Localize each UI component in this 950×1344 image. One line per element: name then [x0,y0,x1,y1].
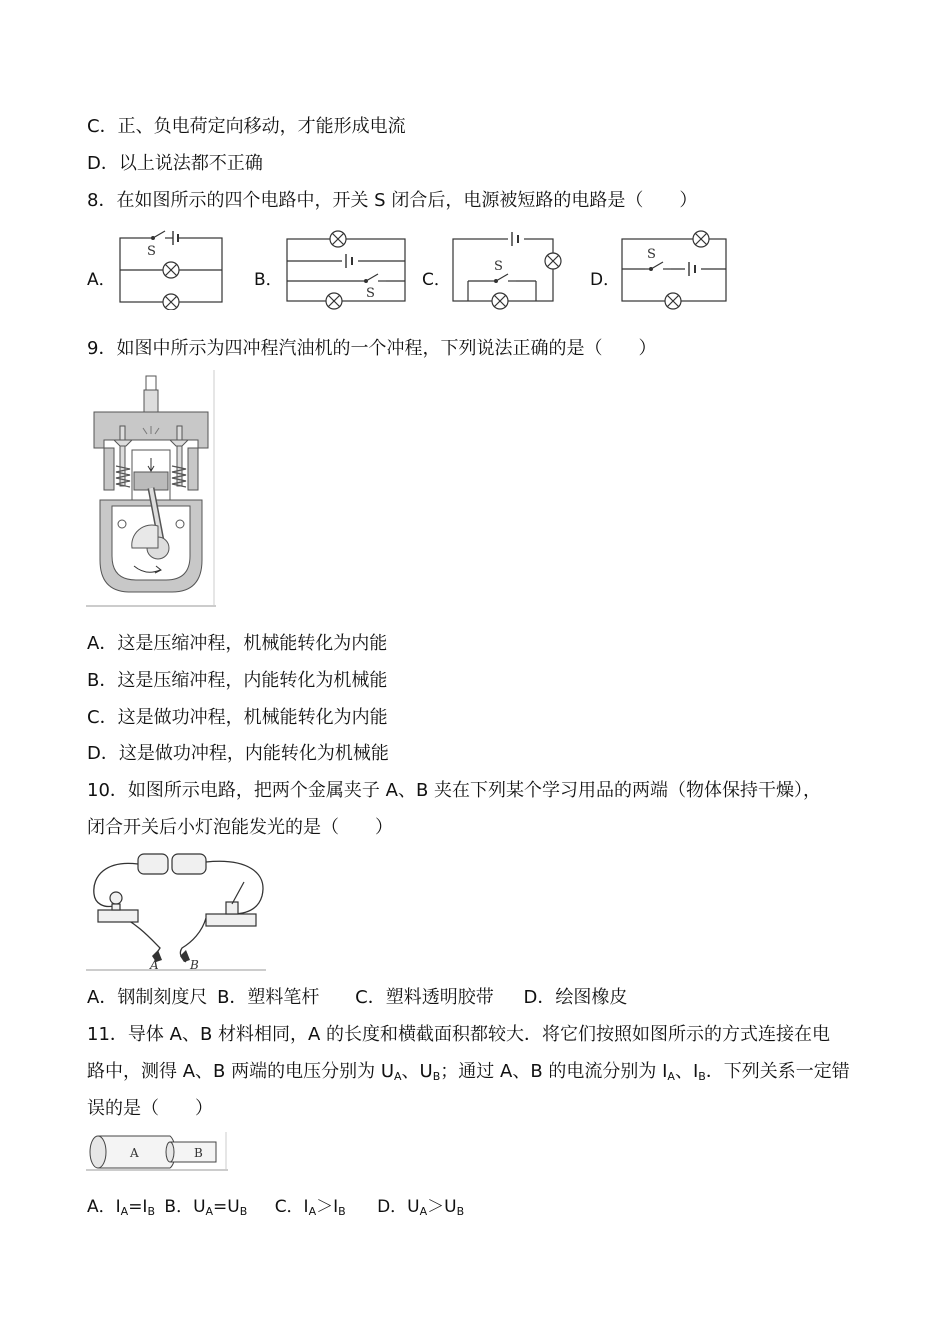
q10-option-d: D．绘图橡皮 [523,987,628,1008]
clip-b-label: B [190,958,199,972]
q11-stem-line1: 11．导体 A、B 材料相同，A 的长度和横截面积都较大．将它们按照如图所示的方式连接在电 [87,1024,831,1045]
q7-option-d: D．以上说法都不正确 [87,153,263,174]
q8-label-c: C． [422,270,451,290]
q10-option-b: B．塑料笔杆 [217,987,320,1008]
q10-stem-line1: 10．如图所示电路，把两个金属夹子 A、B 夹在下列某个学习用品的两端（物体保持干燥）， [87,780,822,801]
q9-option-a: A．这是压缩冲程，机械能转化为内能 [87,633,388,654]
q9-option-c: C．这是做功冲程，机械能转化为内能 [87,707,388,728]
q11-stem-line3: 误的是（ ） [87,1098,213,1119]
q8-label-a: A． [87,270,116,290]
q8-b-switch-label: S [366,286,375,301]
q10-options [87,985,627,1011]
conductor-b-label: B [194,1146,203,1160]
q8-circuit-d [617,225,731,310]
clip-a-label: A [150,958,159,972]
q8-circuit-b [282,225,410,310]
q8-circuit-c [448,225,570,310]
q10-option-c: C．塑料透明胶带 [355,987,494,1008]
q9-stem: 9．如图中所示为四冲程汽油机的一个冲程，下列说法正确的是（ ） [87,338,657,359]
q8-d-switch-label: S [647,247,656,262]
q10-option-a: A．钢制刻度尺 [87,987,208,1008]
q8-c-switch-label: S [494,259,503,274]
q8-a-switch-label: S [147,244,156,259]
q11-option-b: B．$U_A=U_B$ [164,1197,248,1218]
q11-option-d: D．$U_A>U_B$ [377,1197,465,1218]
q8-circuit-a [115,225,227,310]
q11-stem-line2: 路中，测得 A、B 两端的电压分别为 $U_A$、$U_B$；通过 A、B 的电流分别为 $I_A$、$I_B$．下列关系一定错 [87,1061,850,1083]
q11-option-a: A．$I_A=I_B$ [87,1197,155,1218]
conductor-diagram [86,1132,232,1172]
q8-label-b: B． [254,270,283,290]
q9-option-b: B．这是压缩冲程，内能转化为机械能 [87,670,388,691]
q11-option-c: C．$I_A>I_B$ [274,1197,346,1218]
q11-options [87,1194,464,1225]
clip-circuit-diagram [86,848,268,972]
q7-option-c: C．正、负电荷定向移动，才能形成电流 [87,116,406,137]
q9-option-d: D．这是做功冲程，内能转化为机械能 [87,743,389,764]
conductor-a-label: A [130,1146,139,1160]
q8-stem: 8．在如图所示的四个电路中，开关 S 闭合后，电源被短路的电路是（ ） [87,190,698,211]
q8-label-d: D． [590,270,621,290]
engine-diagram [86,370,216,608]
q10-stem-line2: 闭合开关后小灯泡能发光的是（ ） [87,817,393,838]
